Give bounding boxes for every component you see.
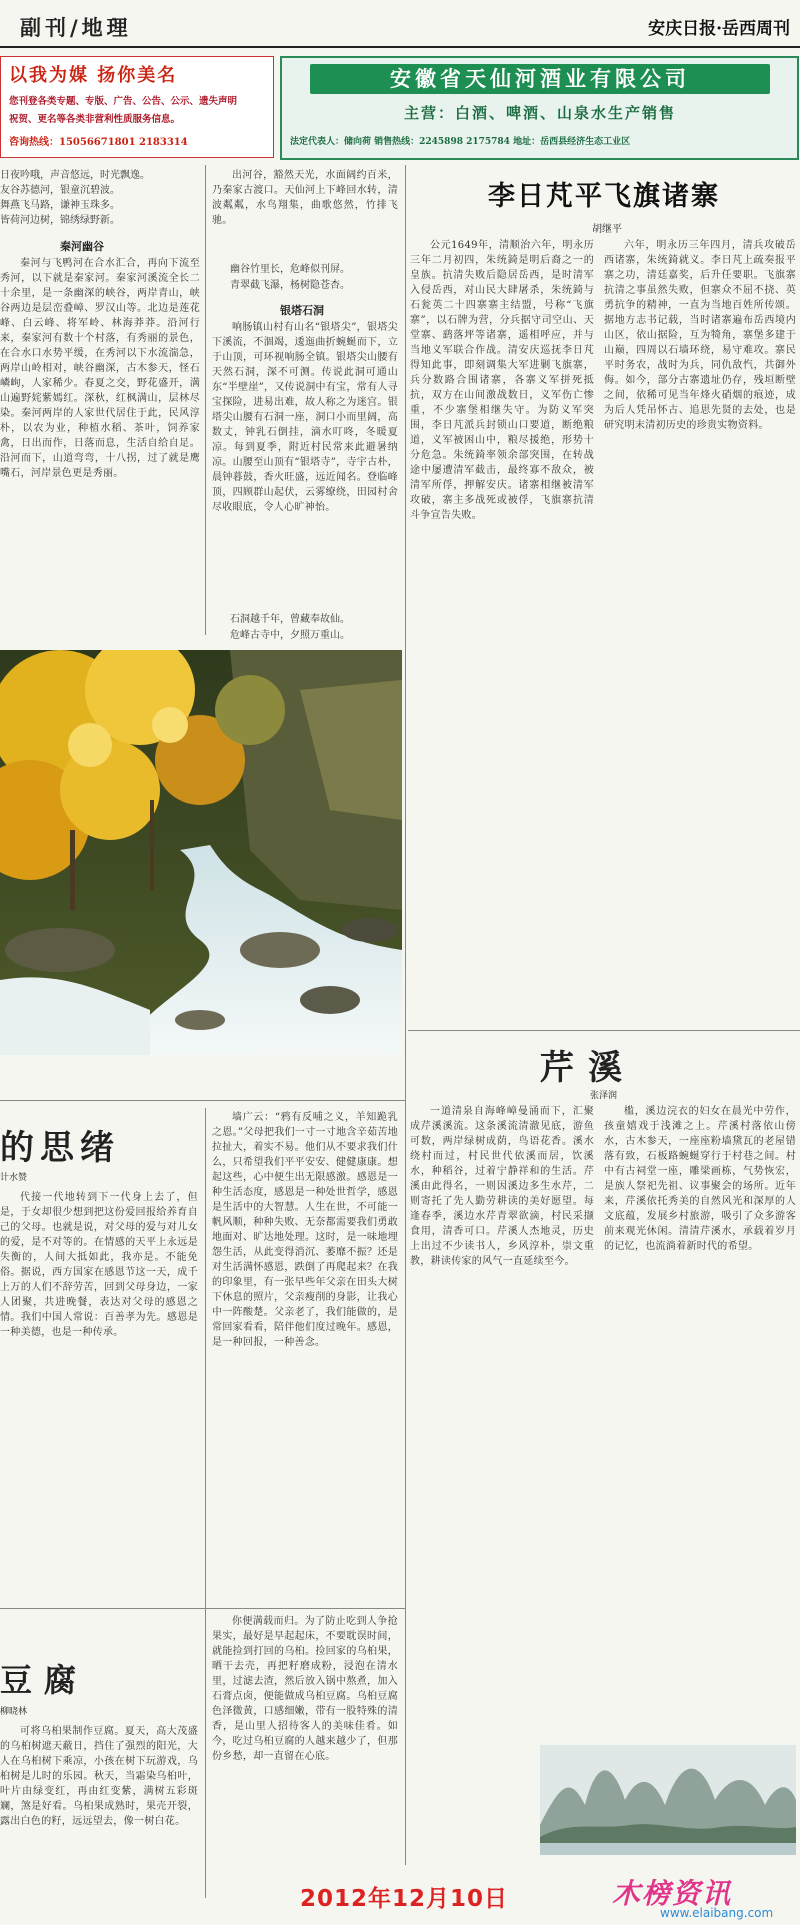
poem-block: 幽谷竹里长，危峰似刊屏。 青翠截飞瀑，杨树隐苍杏。 xyxy=(230,264,350,291)
article-headline: 的思绪 xyxy=(0,1128,120,1168)
poem-block: 日夜吟哦，声音悠远，时光飘逸。 友谷苏德河，银童沉碧波。 舞燕飞马路，谦神玉珠多。 皆荷河边树，锦绣绿野新。 xyxy=(0,170,150,226)
watermark-logo: 木榜资讯 xyxy=(612,1877,733,1910)
article-text: 你便满载而归。为了防止吃到人争抢果实，最好是早起起床，不要耽误时间，就能捡到打回的乌桕。捡回家的乌桕果，晒干去壳，再把籽磨成粉，浸泡在清水里，过滤去渣，然后放入锅中熬煮，加入石膏点卤，便能做成乌桕豆腐。乌桕豆腐色泽微黄，口感细嫩，带有一股特殊的清香，是山里人招待客人的美味佳肴。如今，吃过乌桕豆腐的人越来越少了，但那份乡愁，却一直留在心底。 xyxy=(212,1616,398,1762)
newspaper-name: 安庆日报·岳西周刊 xyxy=(648,19,790,39)
column-divider xyxy=(205,1108,206,1898)
header-divider xyxy=(0,46,800,48)
article-text: 公元1649年，清顺治六年，明永历三年二月初四，朱统錡是明后裔之一的皇族。抗清失败后隐居岳西，是时清军入侵岳西，对山民大肆屠杀，朱统錡与石瓮英二十四寨寨主结盟，号称“飞旗寨”，以石牌为营，分兵据守司空山、天堂寨、鹞落坪等诸寨，遥相呼应，并与当地义军联合作战。清安庆巡抚李日芃得知此事，即刻调集大军进剿飞旗寨，兵分数路合围诸寨，各寨义军拼死抵抗，双方在山间激战数日，义军伤亡惨重，不少寨堡相继失守。为防义军突围，李日芃派兵封锁山口要道，断绝粮道，义军被困山中，粮尽援绝，形势十分危急。朱统錡率领余部突围，在转战途中屡遭清军截击，最终寡不敌众，被清军所俘，押解安庆。诸寨相继被清军攻破，寨主多战死或被俘，飞旗寨抗清斗争宣告失败。 xyxy=(410,240,594,521)
article-text: 墙广云：“鸦有反哺之义，羊知跪乳之恩。”父母把我们一寸一寸地含辛茹苦地拉扯大，着实不易。他们从不要求我们什么，只希望我们平平安安、健健康康。想起这些，心中便生出无限感激。感恩是一种生活态度，感恩是一种处世哲学，感恩是生活中的大智慧。人生在世，不可能一帆风顺，种种失败、无奈都需要我们勇敢地面对、旷达地处理。这时，是一味地埋怨生活，从此变得消沉、萎靡不振？还是对生活满怀感恩，跌倒了再爬起来？在我的印象里，有一张早些年父亲在田头大树下休息的照片，父亲瘦削的身影，让我心中一阵酸楚。父亲老了，我们能做的，是常回家看看，陪伴他们度过晚年。感恩，是一种回报，一种善念。 xyxy=(212,1112,398,1348)
section-title: 副刊/地理 xyxy=(20,15,132,40)
ad-company-name: 安徽省天仙河酒业有限公司 xyxy=(310,64,770,94)
poem-block: 石洞越千年，曾藏奉故仙。 危峰古寺中，夕照万重山。 xyxy=(230,614,350,641)
article-headline: 李日芃平飞旗诸寨 xyxy=(488,181,720,212)
ad-hotline: 咨询热线：15056671801 2183314 xyxy=(9,137,188,148)
byline: 计水赞 xyxy=(0,1173,28,1183)
karst-landscape-photo xyxy=(540,1745,796,1855)
ad-products: 主营：白酒、啤酒、山泉水生产销售 xyxy=(403,104,676,122)
publication-date: 2012年12月10日 xyxy=(300,1886,509,1912)
article-text: 槛，溪边浣衣的妇女在晨光中劳作，孩童嬉戏于浅滩之上。芹溪村落依山傍水，古木参天，一座座粉墙黛瓦的老屋错落有致，石板路蜿蜒穿行于村巷之间。村中有古祠堂一座，雕梁画栋，气势恢宏，是族人祭祀先祖、议事聚会的场所。近年来，芹溪依托秀美的自然风光和深厚的人文底蕴，发展乡村旅游，吸引了众多游客前来观光休闲。清清芹溪水，承载着岁月的记忆，也流淌着新时代的希望。 xyxy=(604,1106,796,1252)
article-text: 代接一代地转到下一代身上去了，但是，于女却很少想到把这份爱回报给养育自己的父母。也就是说，对父母的爱与对儿女的爱，是不对等的。在情感的天平上永远是失衡的，人间大抵如此，我亦是。不能免俗。据说，西方国家在感恩节这一天，成千上万的人们不辞劳苦，回到父母身边，一家人团聚，共进晚餐，表达对父母的感恩之情。我们中国人常说：百善孝为先。感恩是一种美德，也是一种传承。 xyxy=(0,1192,198,1338)
article-text: 可将乌桕果制作豆腐。夏天，高大茂盛的乌桕树遮天蔽日，挡住了强烈的阳光，大人在乌桕树下乘凉，小孩在树下玩游戏，乌桕树是儿时的乐园。秋天，当霜染乌桕叶，叶片由绿变红，再由红变紫，满树五彩斑斓，煞是好看。乌桕果成熟时，果壳开裂，露出白色的籽，远远望去，像一树白花。 xyxy=(0,1726,198,1827)
article-text: 六年，明永历三年四月，清兵攻破岳西诸寨，朱统錡就义。李日芃上疏奏报平寨之功，清廷嘉奖，后升任要职。飞旗寨抗清之事虽然失败，但寨众不屈不挠、英勇抗争的精神，一直为当地百姓所传颂。据地方志书记载，当时诸寨遍布岳西境内山区，依山据险，互为犄角，寨堡多建于山巅，四周以石墙环绕，易守难攻。寨民平时务农，战时为兵，同仇敌忾，共御外侮。如今，部分古寨遗址仍存，残垣断壁之间，依稀可见当年烽火硝烟的痕迹，成为后人凭吊怀古、追思先贤的去处，也是研究明末清初历史的珍贵实物资料。 xyxy=(604,240,796,431)
column-divider xyxy=(205,165,206,635)
byline: 张泽润 xyxy=(590,1091,618,1101)
article-text: 秦河与飞鸭河在合水汇合，再向下流至秀河，以下就是秦家河。秦家河溪流全长二十余里，是一条幽深的峡谷，两岸青山，峡谷两边是层峦叠嶂、罗汉山等。北边是莲花峰、白云峰、将军岭、林海莽莽。沿河行来，秦家河有数十个村落，有秀丽的景色，在合水口水势平缓，在秀河以下水流湍急，两岸山岭相对，峡谷幽深，古木参天，怪石嶙峋，人家稀少。春夏之交，野花盛开，满山遍野姹紫嫣红。深秋，红枫满山，层林尽染。秦河两岸的人家世代居住于此，民风淳朴，以农为业，种植水稻、茶叶，饲养家禽，日出而作，日落而息，生活自给自足。沿河而下，山道弯弯，十八拐，过了就是鹰嘴石，河岸景色更是秀丽。 xyxy=(0,258,200,479)
article-headline: 豆腐 xyxy=(0,1661,89,1699)
article-text: 出河谷，豁然天光，水面阔约百米，乃秦家古渡口。天仙河上下峰回水转，清波粼粼，水鸟翔集，曲歌悠然，竹排飞驰。 xyxy=(212,170,398,226)
ad-media-service xyxy=(0,56,274,158)
ad-liquor-company xyxy=(280,56,799,160)
article-text: 响肠镇山村有山名“银塔尖”，银塔尖下溪流，不涸竭，逶迤曲折蜿蜒而下，立于山顶，可环视响肠全镇。银塔尖山腰有天然石洞，深不可测。传说此洞可通山东“半壁崖”，又传说洞中有宝，常有人寻宝探险，进易出难，故人称之为迷宫。银塔尖山腰有石洞一座，洞口小而里阔，高数丈，钟乳石倒挂，滴水叮咚，冬暖夏凉。每到夏季，附近村民常来此避暑纳凉。山腰至山顶有“银塔寺”，寺宇古朴，晨钟暮鼓，香火旺盛，远近闻名。登临峰顶，四顾群山起伏，云雾缭绕，田园村舍尽收眼底，令人心旷神怡。 xyxy=(212,322,398,513)
subheading: 秦河幽谷 xyxy=(60,240,104,253)
ad-slogan: 以我为媒 扬你美名 xyxy=(9,65,178,86)
column-divider xyxy=(405,165,406,1865)
ad-contact-info: 法定代表人：储向荷 销售热线：2245898 2175784 地址：岳西县经济生态工业区 xyxy=(290,137,631,147)
byline: 柳晓林 xyxy=(0,1707,28,1717)
landscape-photo xyxy=(0,650,402,1055)
article-text: 一道清泉自海峰嶂曼涌而下，汇聚成芹溪溪流。这条溪流清澈见底，游鱼可数，两岸绿树成荫，鸟语花香。溪水绕村而过，村民世代依溪而居，饮溪水，种稻谷，过着宁静祥和的生活。芹溪由此得名，一则因溪边多生水芹，二则寄托了先人勤劳耕读的美好愿望。每逢春季，溪边水芹青翠欲滴，村民采撷食用，清香可口。芹溪人杰地灵，历史上出过不少读书人，乡风淳朴，崇文重教，耕读传家的风气一直延续至今。 xyxy=(410,1106,594,1267)
byline: 胡继平 xyxy=(592,224,622,235)
subheading: 银塔石洞 xyxy=(280,304,324,317)
watermark-url: www.elaibang.com xyxy=(660,1906,774,1920)
section-divider xyxy=(0,1100,405,1101)
article-headline: 芹溪 xyxy=(540,1048,636,1088)
ad-line-2: 祝贺、更名等各类非营利性质服务信息。 xyxy=(9,114,181,125)
ad-line-1: 您刊登各类专题、专版、广告、公告、公示、遗失声明 xyxy=(9,96,238,107)
